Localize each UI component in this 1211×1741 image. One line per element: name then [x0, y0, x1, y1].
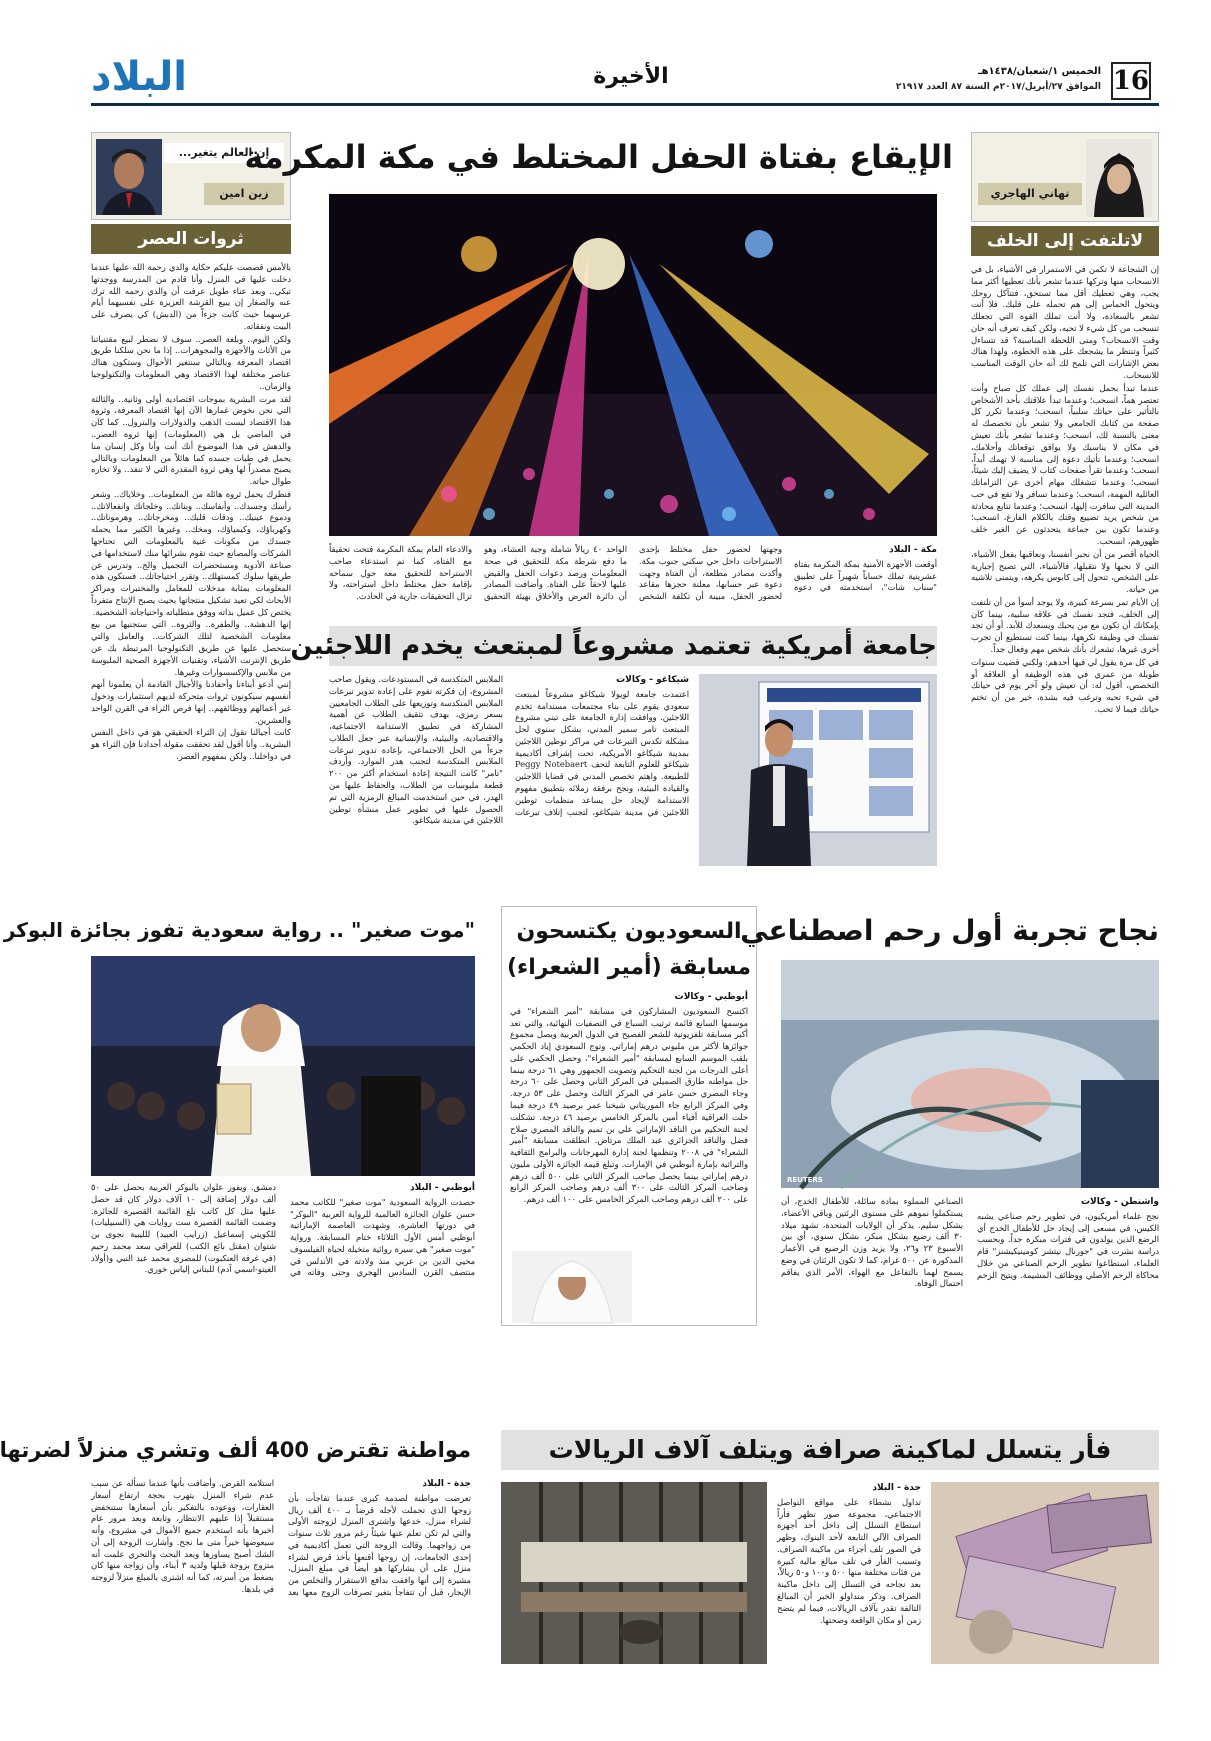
section-title: الأخيرة [593, 64, 669, 89]
article-womb-body: واشنطن - وكالات نجح علماء أمريكيون، في تطوير رحم صناعي يشبه الكيس، في مسعى إلى إيجاد حل للأطفال الخدج أي الرضع الذين يولدون في فترات مبكرة جداً. وبحسب دراسة نشرت في "جورنال نيتشر كومينيكيشنز" قام العلماء، استطاعوا تطوير الرحم الصناعي من خلال محاكاة الرحم الأصلي ووظائف المشيمة. ويتيح الرحم الصناعي المملوء بمادة سائلة، للأطفال الخدج، أن يستكملوا نموهم على مستوى الرئتين وباقي الأعضاء، بشكل سليم. يذكر أن الولايات المتحدة، تشهد ميلاد ٣٠ ألف رضيع بشكل مبكر، بشكل سنوي، أي بين الأسبوع ٢٣ و٢٦، ولا يزيد وزن الرضيع في الأعمار المذكورة عن ٥٠٠ غرام، كما لا تكون الرئتان في وضع يسمح لهما بالتفاعل مع الهواء، الأمر الذي يفاقم احتمال الوفاة. [781, 1196, 1159, 1289]
column-tagline-left: إن العالم يتغير... [164, 143, 284, 163]
author-box-right [971, 132, 1159, 222]
column-right [971, 132, 1159, 868]
article-raid-body: مكة - البلاد أوقعت الأجهزة الأمنية بمكة المكرمة بفتاة عشرينية تملك حساباً شهيراً على تطبيق "سناب شات"، استخدمته في دعوة وجهتها لحضور حفل مختلط بإحدى الاستراحات داخل حي سكني جنوب مكة. وأكدت مصادر مطلعة، أن الفتاة وجهت دعوة عبر حسابها، معلنة حجزها مقاعد لحضور الحفل، مبينة أن تكلفة الشخص الواحد ٤٠ ريالاً شاملة وجبة العشاء، وهو ما دفع شرطة مكة للتحقيق في صحة المعلومات ورصد دعوات الحفل والقبض عليها لاحقاً على الفتاة. وأضافت المصادر أن دائرة العرض والأخلاق بهيئة التحقيق والادعاء العام بمكة المكرمة فتحت تحقيقاً مع الفتاة، كما تم استدعاء صاحب الاستراحة للتحقيق معه حول سماحه بإقامة حفل مختلط داخل استراحته، ولا تزال التحقيقات جارية في الحادث. [329, 544, 937, 602]
author-name-left: زين امين [204, 183, 284, 205]
column-body-left: بالأمس قصصت عليكم حكاية والدي رحمة الله عليها عندما دخلت عليها في المنزل وأنا قادم من المدرسة ووجدتها تبكي.. وبعد عناء طويل عرفت أن والدي رحمه الله ترك عنه والصغار إن يبيع القرشة العزيزة على نفسيهما أيام عرسهما حيث كانت جزءاً من (الدبش) كي يصرف على البيت ونفقاته. ولكن اليوم.. وبلغة العصر.. سوف لا نضطر لبيع مقتنياتنا من الأثاث والأجهزة والمجوهرات.. إذا ما نحن سلكنا طريق اقتصاد المعرفة وبالتالي سنتغير الأحوال وستكون هناك عناصر مختلفة لهذا الاقتصاد وهي المعلومات والتكنولوجيا والزمان.. لقد مرت البشرية بموجات اقتصادية أولى وثانية.. والثالثة التي نحن نخوض غمارها الآن إنها اقتصاد المعرفة، وثروة هذا الاقتصاد ليست الذهب والدولارات والبترول.. كما كان في الماضي بل هي (المعلومات) إنها ثروة العصر.. والدهش في هذا الموضوع أنك أنت وأنا وكل إنسان منا يحمل في طيات جسده كما هائلاً من المعلومات وبالتالي يصبح مصدراً لها وهي ثروة المقدرة التي لا تنفد.. ولا تخاره طوال حياته. فنظرك يحمل ثروة هائلة من المعلومات.. وخلاياك.. وشعر رأسك وجسدك.. وأنفاسك.. وبنانك.. وخلجاتك وانفعالاتك.. ودموع عينيك.. ودقات قلبك.. ومخرجاتك.. وهرموناتك.. وكهرباؤك، وكيمياؤك، ومخك.. وغيرها الكثير مما يحمله جسدك من مكونات غنية بالمعلومات التي تحتاجها الشركات والمصانع حيث تقوم بشرائها منك لاستخدامها في صناعة الأدوية ومستحضرات التجميل والج.. وتدرس عن طريقها سلوك كمستهلك.. وتقرر احتياجاتك.. فستكون هذه المعلومات بمثابة مدخلات للمعامل والمختبرات ومراكز الأبحاث لكي تعيد تشكيل منتجاتها بحيث يصبح الإنتاج متفرداً يختص كل عميل بذاته ووفق متطلباته واحتياجاته الشخصية. إنها الدهشة.. والطفرة.. والثروة.. التي ستجنيها من بيع معلومات الشخصية لتلك الشركات.. والعامل والتي ستحصل عليها عن طريق التكنولوجيا المرتبطة بك عن طريق الإنترنت الأشياء، وتقنيات الأجهزة الصحية الملبوسة من ملابس والإكسسوارات وغيرها. إنني أدعو أبناءنا وأحفادنا والأجيال القادمة أن يعلمونا أنهم أنفسهم سيكونون ثروات متحركة لديهم استثمارات ودخول غير أعمالهم ووظائفهم.. إنها فرص الثراء في القرن الواحد والعشرين. كانت أجيالنا تقول إن الثراء الحقيقي هو في داخل النفس البشرية.. وأنا أقول لقد تحققت مقولة أجدادنا فإن الثراء هو في دواخلنا.. ولكن بمفهوم العصر. [90, 262, 291, 762]
article-booker-photo [91, 956, 475, 1176]
column-body-right: إن الشجاعة لا تكمن في الاستمرار في الأشياء، بل في الانسحاب منها وتركها عندما تشعر بأنك تعطيها أكثر مما يجب، وهي تعطيك أقل مما تستحق، فتتآكل روحك ويتحول الحماس إلى هم تحمله على قلبك. فلا أنت تشعر بالسعادة، ولا أنت تملك القوة التي تجعلك تنسحب من كل شيء لا تحبه، ولكن كيف تعرف أنه حان وقت الانسحاب؟ ومتى اللحظة المناسبة؟ قد تتساءل كثيراً وتنتظر ما يشجعك على هذه الخطوة، ولهذا هناك بعض الإشارات التي تلمح لك أنه حان الوقت المناسب للانسحاب. عندما تبدأ بحمل نفسك إلى عملك كل صباح وأنت تعتصر هماً، انسحب؛ وعندما تبدأ علاقتك بأحد الأشخاص بالتأثير على حياتك سلبياً، انسحب؛ وعندما تكرر كل صفحة من كتابك الجامعي ولا تشعر بأن تخصصك له معنى بالنسبة لك، انسحب؛ وعندما تشعر بأنك تعيش في مكان لا يناسبك ولا يوافق توقعاتك وأحلامك، انسحب؛ وعندما تأتيك دعوة إلى مناسبة لا تهمك أبداً، انسحب؛ وعندما تقرأ صفحات كتاب لا يضيف إليك شيئاً، انسحب؛ وعندما تتشغلك مهام أخرى عن التزاماتك العائلية المهمة، انسحب؛ وعندما تسافر ولا تقع في حب المدينة التي سافرت إليها، انسحب؛ وعندما تتابع محادثة من شخص يريد تضييع وقتك بالكلام الفارغ، انسحب؛ وعندما تكون بين جماعة يتحدثون عن الغير خلف ظهورهم، انسحب. الحياة أقصر من أن نجبر أنفسنا، ونعاقبها بفعل الأشياء، التي لا نحبها ولا نتقبلها، فالأشياء، التي تصبح إجبارية على الشخص، تتحول إلى كابوس يكرهه، ويتمنى تلاشيه من حياته. إن الأيام تمر بسرعة كبيرة، ولا يوجد أسوأ من أن تلتفت إلى الخلف، فتجد نفسك في علاقة سلبية، بينما كان بإمكانك أن تكون مع من يحبك ويسعدك للأبد. أو أن تجد نفسك في وظيفة تكرهها، بينما كنت تستطيع أن تجرب أخرى غيرها، تشعرك بأنك شخص مهم وفعال جداً. في كل مرة يقول لي فيها أحدهم: ولكني قضيت سنوات طويلة من عمري في هذه الوظيفة أو العلاقة أو التخصص، أقول له: أن تعيش ولو آخر يوم في حياتك في شيء تحبه وترغب فيه بشدة، خير من أن تختم حياتك فيما لا تحب. [971, 264, 1159, 714]
article-poets [501, 906, 757, 1326]
date-hijri: الخميس ١/شعبان/١٤٣٨هـ [978, 66, 1101, 77]
article-poets-body: أبوظبي - وكالات اكتسح السعوديون المشاركون في مسابقة "أمير الشعراء" في موسمها السابع قائمة ترتيب السباع في التصفيات النهائية، والتي تعد أكبر مسابقة تلفزيونية للشعر الفصيح في الدول العربية ويصل مجموع جوائزها لأكثر من مليوني درهم إماراتي. وتوج السعودي إياد الحكمي بلقب الموسم السابع لمسابقة "أمير الشعراء"، وحصل الحكمي على أعلى الدرجات من لجنة التحكيم وتصويت الجمهور وهي ٦١ درجة بينما حل مواطنه طارق الصميلي في المركز الثاني وحصل على ٦٠ درجة وجاء المصري حسن عامر في المركز الثالث وحصل على ٥٣ درجة. وفي المركز الرابع جاء الموريتاني شيخنا عمر برصيد ٤٩ درجة فيما حلت العراقية أفياء أمين بالمركز الخامس برصيد ٤٦ درجة. تشكلت لجنة التحكيم من الناقد الإماراتي علي بن تميم والناقد المصري صلاح فضل والناقد الجزائري عبد الملك مرتاض. انطلقت مسابقة "أمير الشعراء" في ٢٠٠٨ وتنظمها لجنة إدارة المهرجانات والبرامج الثقافية والتراثية بإمارة أبوظبي في الإمارات. وتبلغ قيمة الجائزة الأولى مليون درهم إماراتي بينما يحصل صاحب المركز الثاني على ٥٠٠ ألف درهم وصاحب المركز الثالث على ٣٠٠ ألف درهم وصاحب المركز الرابع على ٢٠٠ ألف درهم وصاحب المركز الخامس على ١٠٠ ألف درهم. [510, 992, 749, 1205]
student-poster-photo-icon [699, 674, 937, 866]
article-raid-photo [329, 194, 937, 536]
article-mouse [501, 1430, 1159, 1664]
article-mouse-body: جدة - البلاد تداول نشطاء على مواقع التواصل الاجتماعي، مجموعة صور تظهر فأراً استطاع التسلل إلى داخل أحد أجهزة الصراف الآلي التابعة لأحد البنوك، وظهر في الصور تلف أجزاء من ماكينة الصراف. وتسبب الفأر في تلف مبالغ مالية كبيرة من فئات مختلفة منها ٥٠٠ و١٠٠ و٥٠ ريالاً، بعد نجاحه في التسلل إلى داخل ماكينة الصراف. وذكر متداولو الخبر أن المبالغ التالفة تقدر بآلاف الريالات، فيما لم يتضح زمن أو مكان الواقعة وصحتها. [777, 1483, 921, 1625]
article-booker [3, 910, 475, 1322]
date-gregorian: الموافق ٢٧/أبريل/٢٠١٧م السنة ٨٧ العدد ٢١٩١٧ [895, 82, 1101, 92]
article-booker-headline: "موت صغير" .. رواية سعودية تفوز بجائزة البوكر [3, 918, 475, 942]
masthead [91, 54, 1159, 106]
column-left [91, 132, 291, 868]
author-photo-right [1086, 139, 1152, 217]
page-number: 16 [1111, 62, 1151, 100]
article-booker-body: أبوظبي - البلاد حصدت الرواية السعودية "موت صغير" للكاتب محمد حسن علوان الجائزة العالمية للرواية العربية "البوكر" في دورتها العاشرة، وشهدت العاصمة الإماراتية أبوظبي أمس الأول الثلاثاء ختام المسابقة. ورواية "موت صغير" هي سيرة روائية متخيلة لحياة الفيلسوف محيي الدين بن عربي منذ ولادته في الأندلس في منتصف القرن السادس الهجري وحتى وفاته في دمشق. ويفوز علوان بالبوكر العربية بحصل على ٥٠ ألف دولار إضافة إلى ١٠ آلاف دولار كان قد حصل عليها مثل كل كاتب بلغ القائمة القصيرة للجائزة. وضمت القائمة القصيرة ست روايات هي (السبيليات) للكويتي إسماعيل (زرايب العبيد) للليبية نجوى بن شتوان (مقتل بائع الكتب) للعراقي سعد محمد رحيم (في غرفة العنكبوت) للمصري محمد عبد النبي و(أولاد الغيتو-اسمي آدم) للبناني إلياس خوري. [91, 1182, 475, 1278]
article-refugees [290, 626, 937, 868]
award-winner-photo-icon [91, 956, 475, 1176]
article-womb-photo [781, 960, 1159, 1188]
article-womb [740, 910, 1159, 1326]
atm-interior-photo-icon [501, 1482, 767, 1664]
article-mouse-headline: فأر يتسلل لماكينة صرافة ويتلف آلاف الريالات [501, 1430, 1159, 1470]
article-poets-headline-1: السعوديون يكتسحون [516, 919, 742, 944]
article-home-body: جدة - البلاد تعرضت مواطنة لصدمة كبرى عندما تفاجأت بأن زوجها الذي تحملت لأجله قرضاً بـ ٤٠٠ ألف ريال لشراء منزل، خدعها واشترى المنزل لزوجته الأولى والتي لم تكن تعلم عنها شيئاً رغم مرور ثلاث سنوات من زواجهما. وقالت الزوجة التي تعمل أكاديمية في إحدى الجامعات، إن زوجها أقنعها بأخذ قرض لشراء منزل على أن يشاركها هو أيضاً في مبلغ المنزل، مشيرة إلى أنها وافقت بدافع الاستقرار والتخلص من الإيجار، قبل أن تتفاجأ بتغير تصرفات الزوج معها بعد استلامه القرض. وأضافت بأنها عندما تسأله عن سبب عدم شراء المنزل يتهرب بحجة ارتفاع أسعار العقارات، ووعوده بالتفكير بأن أسعارها ستنخفض مستقبلاً إذا عليهم الانتظار، وتابعة وبعد مرور عام أخبرها بأنه استخدم جميع الأموال في مشروع، وأنه سيعوضها خيراً متى ما نجح. وأشارت الزوجة إلى أن الشك أصبح يساورها وبعد البحث والتحري علمت أنه متزوج بزوجة قبلها ولديه ٣ أبناء، وأن زواجه منها كان بضغط من أسرته، كما أنه اشترى بالمبلغ منزلاً لزوجته في بلدها. [91, 1478, 471, 1598]
womb-photo-credit: REUTERS [787, 1176, 823, 1184]
party-lights-photo-icon [329, 194, 937, 536]
woman-portrait-icon [1086, 139, 1152, 217]
article-raid-headline: الإيقاع بفتاة الحفل المختلط في مكة المكرمة [244, 138, 953, 176]
damaged-banknotes-photo-icon [931, 1482, 1159, 1664]
article-home [0, 1430, 471, 1664]
author-name-right: تهاني الهاجري [978, 183, 1082, 205]
artificial-womb-photo-icon [781, 960, 1159, 1188]
article-mouse-photo-atm [501, 1482, 767, 1664]
man-portrait-icon [96, 139, 162, 215]
column-title-right: لاتلتفت إلى الخلف [971, 226, 1159, 256]
article-refugees-headline: جامعة أمريكية تعتمد مشروعاً لمبتعث يخدم اللاجئين [329, 626, 937, 666]
article-refugees-photo [699, 674, 937, 866]
article-refugees-body: شيكاغو - وكالات اعتمدت جامعة لويولا شيكاغو مشروعاً لمبتعث سعودي يقوم على بناء مجتمعات مستدامة تخدم اللاجئين. ووافقت إدارة الجامعة على تبني مشروع المبتعث تامر سمير المدني، بشكل سنوي لحل مشكلة تكدس التبرعات في مراكز توطين اللاجئين بمدينة شيكاغو الأمريكية، تحت إشراف أكاديمية شيكاغو للعلوم التابعة لتحف Peggy Notebaert للطبيعة. واهتم تخصص المدني في قضايا اللاجئين والقيادة البيئية، ونجح برفقة زملائه بتطبيق مفهوم الاستدامة لإيجاد حل يساعد منظمات توطين اللاجئين في مدينة شيكاغو، لتجنب إتلاف تبرعات الملابس المتكدسة في المستودعات. ويقول صاحب المشروع، إن فكرته تقوم على إعادة تدوير تبرعات الملابس المتكدسة وتوزيعها على الطلاب الجامعيين بسعر رمزي، بهدف تثقيف الطلاب عن أهمية المشاركة في تطبيق الاستدامة الاجتماعية، والاقتصادية، والبيئية، والإنسانية عبر جعل الطلاب جزءاً من الحل الاجتماعي، بإعادة تدوير تبرعات الملابس المتكدسة لتجنب هدر الموارد. وأردف "تامر" كانت النتيجة إعادة استخدام أكثر من ٢٠٠ قطعة ملبوسات من الطلاب، والحفاظ عليها من الهدر، في حين استخدمت المبالغ الرمزية التي تم الحصول عليها في تطوير عمل منشأة توطين اللاجئين في مدينة شيكاغو. [329, 674, 689, 826]
article-poets-headline-2: مسابقة (أمير الشعراء) [506, 955, 752, 980]
column-title-left: ثروات العصر [91, 224, 291, 254]
author-photo-left [96, 139, 162, 215]
article-womb-headline: نجاح تجربة أول رحم اصطناعي [740, 914, 1159, 947]
newspaper-logo: البلاد [91, 54, 187, 100]
article-home-headline: مواطنة تقترض 400 ألف وتشري منزلاً لضرتها [0, 1438, 471, 1462]
article-mouse-photo-cash [931, 1482, 1159, 1664]
